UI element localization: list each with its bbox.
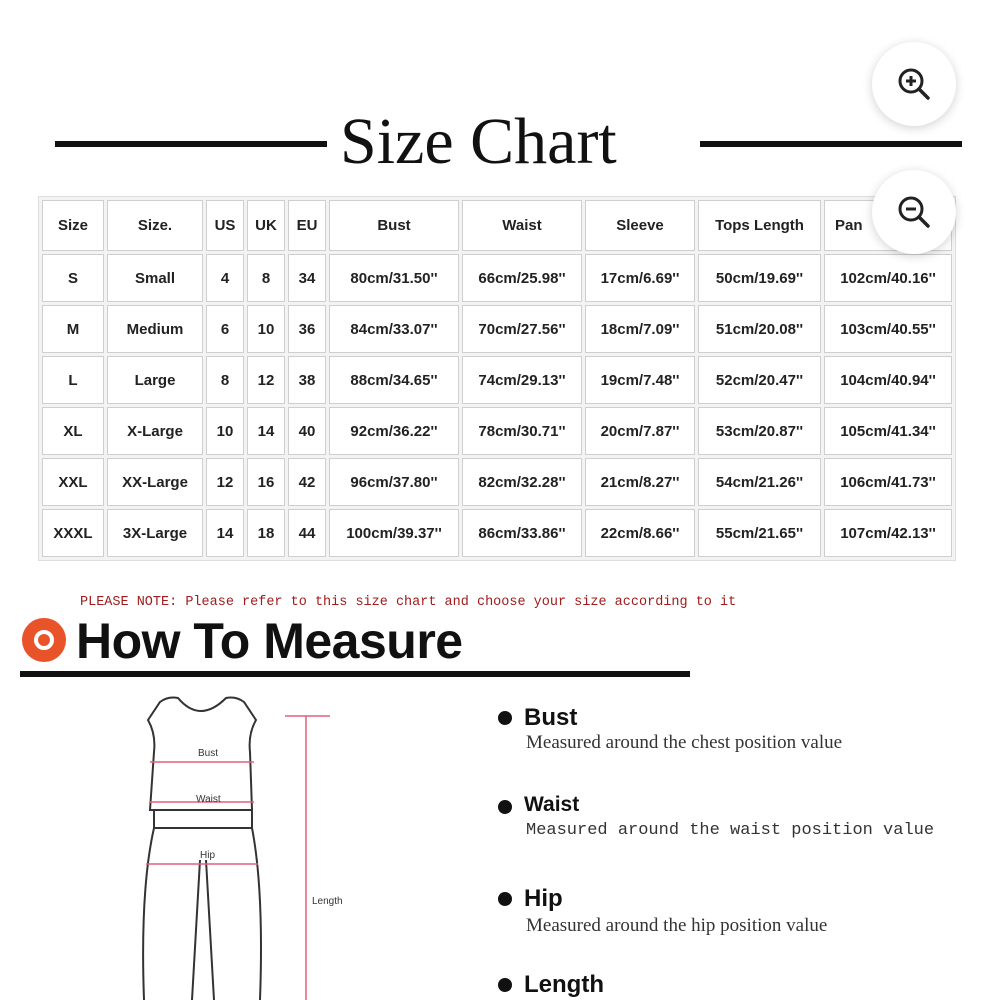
figure-label-bust: Bust	[198, 748, 219, 759]
figure-label-hip: Hip	[200, 850, 216, 861]
table-cell: 54cm/21.26''	[698, 458, 821, 506]
table-cell: 19cm/7.48''	[585, 356, 695, 404]
table-cell: 14	[247, 407, 285, 455]
table-cell: 82cm/32.28''	[462, 458, 582, 506]
measure-name: Length	[524, 971, 604, 998]
table-cell: M	[42, 305, 104, 353]
table-cell: 22cm/8.66''	[585, 509, 695, 557]
figure-label-waist: Waist	[196, 794, 221, 805]
table-cell: 86cm/33.86''	[462, 509, 582, 557]
table-cell: 8	[247, 254, 285, 302]
figure-label-length: Length	[312, 896, 343, 907]
table-cell: Large	[107, 356, 203, 404]
bullet-icon	[498, 978, 512, 992]
bullet-icon	[498, 892, 512, 906]
table-cell: 106cm/41.73''	[824, 458, 952, 506]
size-note: PLEASE NOTE: Please refer to this size chart and choose your size according to it	[80, 595, 737, 610]
table-row	[42, 254, 952, 302]
table-cell: 44	[288, 509, 326, 557]
table-cell: 14	[206, 509, 244, 557]
table-cell: 70cm/27.56''	[462, 305, 582, 353]
table-cell: XXL	[42, 458, 104, 506]
table-cell: 10	[247, 305, 285, 353]
header-waist: Waist	[462, 200, 582, 251]
table-cell: 18	[247, 509, 285, 557]
table-cell: 12	[206, 458, 244, 506]
table-cell: 34	[288, 254, 326, 302]
measure-desc: Measured around the hip position value	[526, 915, 828, 936]
table-cell: 20cm/7.87''	[585, 407, 695, 455]
title-divider-right	[700, 141, 962, 147]
table-cell: 104cm/40.94''	[824, 356, 952, 404]
table-cell: 92cm/36.22''	[329, 407, 459, 455]
measure-name: Waist	[524, 793, 580, 816]
table-cell: 102cm/40.16''	[824, 254, 952, 302]
table-cell: 103cm/40.55''	[824, 305, 952, 353]
table-cell: XL	[42, 407, 104, 455]
table-cell: Small	[107, 254, 203, 302]
table-cell: 4	[206, 254, 244, 302]
table-cell: XXXL	[42, 509, 104, 557]
table-cell: 42	[288, 458, 326, 506]
zoom-in-button[interactable]	[872, 42, 956, 126]
measure-name: Hip	[524, 885, 563, 912]
table-row	[42, 356, 952, 404]
table-cell: 80cm/31.50''	[329, 254, 459, 302]
size-table	[38, 196, 956, 561]
table-cell: 78cm/30.71''	[462, 407, 582, 455]
table-cell: 17cm/6.69''	[585, 254, 695, 302]
bullet-icon	[498, 711, 512, 725]
table-cell: 3X-Large	[107, 509, 203, 557]
table-cell: 38	[288, 356, 326, 404]
table-row	[42, 407, 952, 455]
table-cell: 105cm/41.34''	[824, 407, 952, 455]
table-row	[42, 509, 952, 557]
table-cell: 50cm/19.69''	[698, 254, 821, 302]
zoom-in-icon	[894, 64, 934, 104]
table-cell: X-Large	[107, 407, 203, 455]
table-cell: 40	[288, 407, 326, 455]
section-bullet-icon	[22, 618, 66, 662]
header-us: US	[206, 200, 244, 251]
measure-desc: Measured around the waist position value	[526, 821, 935, 840]
table-cell: XX-Large	[107, 458, 203, 506]
table-cell: S	[42, 254, 104, 302]
table-cell: 18cm/7.09''	[585, 305, 695, 353]
table-cell: 8	[206, 356, 244, 404]
header-tops-length: Tops Length	[698, 200, 821, 251]
measure-name: Bust	[524, 704, 578, 731]
table-cell: L	[42, 356, 104, 404]
header-size: Size	[42, 200, 104, 251]
header-bust: Bust	[329, 200, 459, 251]
table-row	[42, 458, 952, 506]
table-cell: 6	[206, 305, 244, 353]
table-cell: 53cm/20.87''	[698, 407, 821, 455]
zoom-out-icon	[894, 192, 934, 232]
table-cell: 12	[247, 356, 285, 404]
table-cell: 10	[206, 407, 244, 455]
table-cell: 36	[288, 305, 326, 353]
how-to-measure-title: How To Measure	[76, 613, 463, 669]
header-pants: Pan	[824, 200, 952, 251]
measure-figure-illustration	[120, 690, 360, 1000]
header-uk: UK	[247, 200, 285, 251]
table-cell: 66cm/25.98''	[462, 254, 582, 302]
table-cell: 21cm/8.27''	[585, 458, 695, 506]
table-header-row	[42, 200, 952, 251]
table-cell: 74cm/29.13''	[462, 356, 582, 404]
table-cell: 52cm/20.47''	[698, 356, 821, 404]
table-cell: 55cm/21.65''	[698, 509, 821, 557]
header-sleeve: Sleeve	[585, 200, 695, 251]
header-eu: EU	[288, 200, 326, 251]
table-row	[42, 305, 952, 353]
page-title: Size Chart	[340, 105, 617, 178]
header-size-name: Size.	[107, 200, 203, 251]
measure-desc: Measured around the chest position value	[526, 732, 843, 753]
title-divider-left	[55, 141, 327, 147]
bullet-icon	[498, 800, 512, 814]
table-cell: 84cm/33.07''	[329, 305, 459, 353]
zoom-out-button[interactable]	[872, 170, 956, 254]
table-cell: 100cm/39.37''	[329, 509, 459, 557]
table-cell: 96cm/37.80''	[329, 458, 459, 506]
table-cell: 88cm/34.65''	[329, 356, 459, 404]
table-cell: 51cm/20.08''	[698, 305, 821, 353]
table-cell: 16	[247, 458, 285, 506]
table-cell: 107cm/42.13''	[824, 509, 952, 557]
size-chart-header	[0, 100, 1000, 190]
table-cell: Medium	[107, 305, 203, 353]
how-to-measure-divider	[20, 671, 690, 677]
